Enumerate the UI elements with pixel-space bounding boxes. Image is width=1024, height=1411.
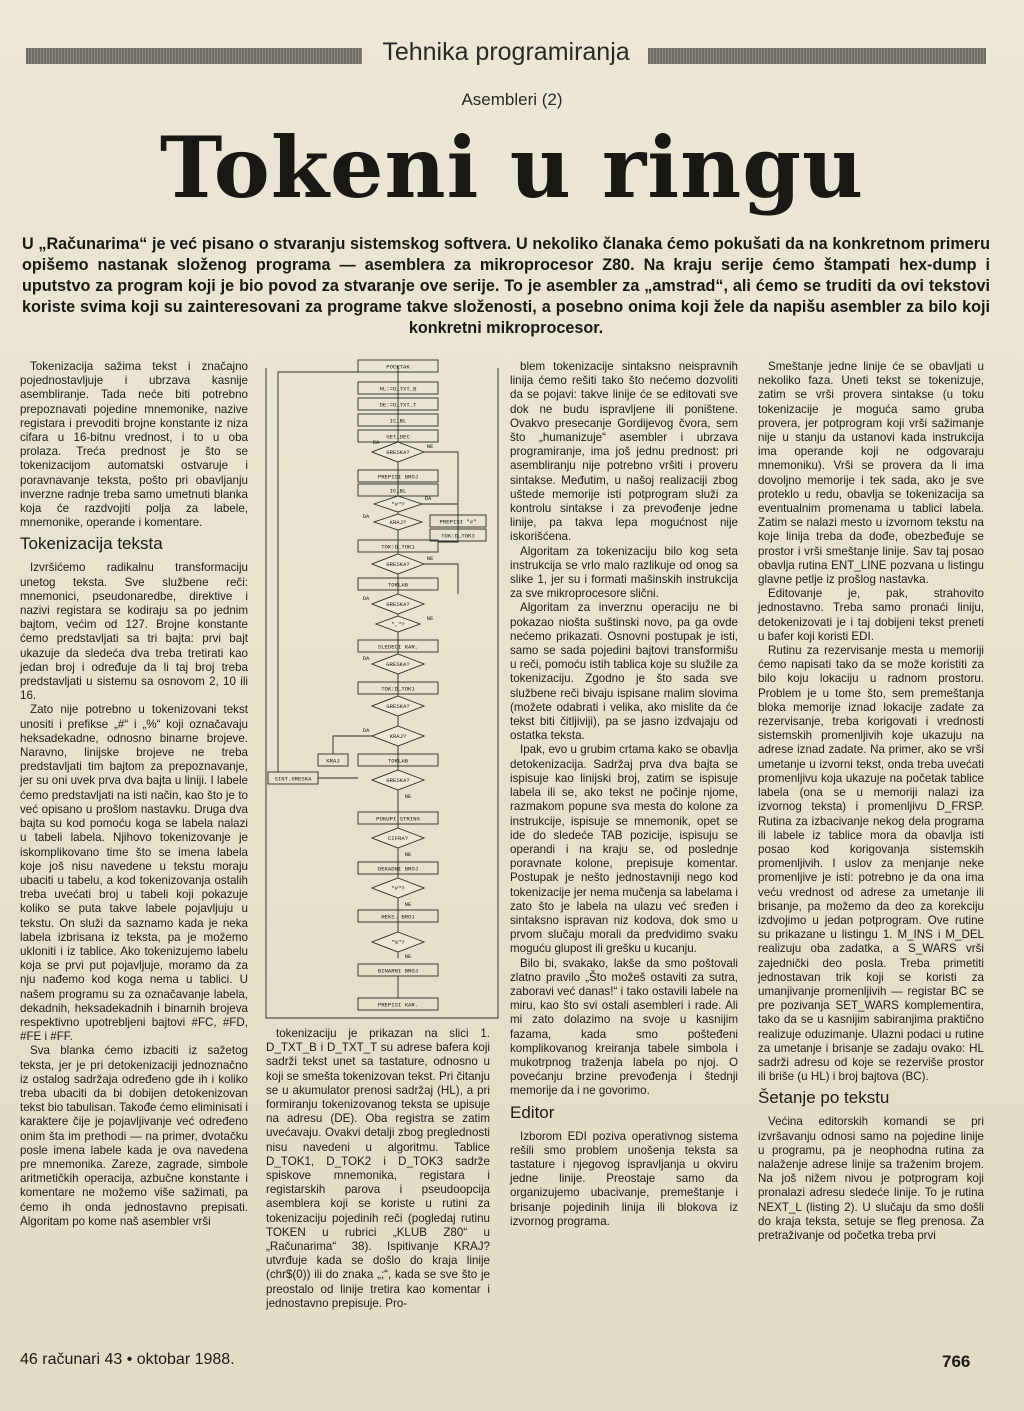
flow-branch-label: NE (404, 793, 412, 800)
flow-label: TOKLAB (387, 757, 409, 765)
flow-label: GRESKA? (386, 561, 410, 568)
paragraph: Tokenizacija sažima tekst i značajno pojednostavljuje i ubrzava kasnije asembliranje. Tada neće biti potrebno prepoznavati pojedine mnemonike, nazive registara i prevoditi brojne konstante iz niza cifara u 16-bitnu vrednost, i to u oba prolaza. Treća prednost je što se tokenizacijom automatski ostvaruje i poravnavanje teksta, pošto pri obavljanju inverzne radnje treba samo umetnuti blanka koja će razdvojiti polja za labele, mnemonike, operande i komentare. (20, 360, 248, 530)
flow-branch-label: NE (404, 901, 412, 908)
tokenization-flowchart (258, 358, 500, 1028)
header-rule-left (26, 48, 362, 64)
flow-label: SLEDECI KAR. (377, 643, 419, 651)
flow-label: GRESKA? (386, 703, 410, 710)
flow-label: HEKS. BROJ (381, 913, 415, 921)
section-title: Tehnika programiranja (382, 38, 630, 66)
paragraph: Izvršićemo radikalnu transformaciju unetog teksta. Sve službene reči: mnemonici, pseudonaredbe, direktive i nazivi registara se kodiraju sa po jednim bajtom, većim od 127. Brojne konstante ćemo predstavljati sa tri bajta: prvi bajt ukazuje da sledeća dva treba tretirati kao jedan broj i određuje da li taj broj treba predstavljati u sistemu sa osnovom 2, 10 ili 16. (20, 561, 248, 703)
flow-label: GRESKA? (386, 449, 410, 456)
paragraph: blem tokenizacije sintaksno neispravnih linija ćemo rešiti tako što nećemo dozvoliti da se pojavi: takve linije će se editovati sve dok ne budu ispravljene ili poništene. Ovakvo presecanje Gordijevog čvora, sem što „humanizuje“ asembler i ubrzava programiranje, ima još jednu prednost: pri asembliranju nije potrebno vršiti i proveru sintakse. Međutim, u našoj realizaciji zbog uštede memorije isti potprogram služi za kontrolu sintakse i za prevođenje jedne linije, pa takva lepa mogućnost nije iskorišćena. (510, 360, 738, 544)
flow-label: GRESKA? (386, 661, 410, 668)
page-footer-issue: 46 računari 43 • oktobar 1988. (20, 1351, 235, 1368)
flow-branch-label: DA (362, 655, 370, 662)
paragraph: Izborom EDI poziva operativnog sistema rešili smo problem unošenja teksta sa tastature i njegovog ispravljanja u okviru jedne linije. Preostaje samo da organizujemo ubacivanje, premeštanje i brisanje pojedinih linija ili blokova iz izvornog programa. (510, 1129, 738, 1228)
paragraph: Zato nije potrebno u tokenizovani tekst unositi i prefikse „#“ i „%“ koji označavaju heksadekadne, odnosno binarne brojeve. Naravno, linijske brojeve ne treba predstavljati tim bajtom za prepoznavanje, jer su oni uvek prva dva bajta u liniji. I labele ćemo predstavljati na isti način, kao što je to već opisano u prošlom nastavku. Druga dva bajta su kod pomoću koga se labela nalazi u tabeli labela. Njihovo tokenizovanje je iskomplikovano time što se imena labela koje još nisu navedene u tekstu moraju ubaciti u tabelu, a kod tokenizovanja ostalih treba uvećati broj u tabeli koji pokazuje koliko se puta takve labele pojavljuju u tekstu. On služi da saznamo kada je neka labela izbrisana iz teksta, pa je možemo ukloniti i iz tablice. Ako tokenizujemo labelu koja se prvi put pojavljuje, moramo da za nju nađemo kod koga nema u tablici. U našem programu su za označavanje labela, dekadnih, heksadekadnih i binarnih brojeva respektivno upotrebljeni bajtovi #FC, #FD, #FE i #FF. (20, 703, 248, 1044)
paragraph: tokenizaciju je prikazan na slici 1. D_TXT_B i D_TXT_T su adrese bafera koji sadrži tekst unet sa tastature, odnosno u koji se smešta tokenizovan tekst. Pri čitanju se u akumulator prenosi sadržaj (HL), a pri formiranju tokenizovanog teksta se upisuje na adresu (DE). Oba registra se zatim uvećavaju. Ovakvi detalji zbog preglednosti nisu navedeni u algoritmu. Tablice D_TOK1, D_TOK2 i D_TOK3 sadrže spiskove mnemonika, registara i registarskih parova i pseudoopcija asemblera koji se koriste u rutini za tokenizaciju pojedinih reči (pogledaj rutinu TOKEN u rubrici „KLUB Z80“ u „Računarima“ 38). Ispitivanje KRAJ? utvrđuje kada se došlo do kraja linije (chr$(0)) ili do znaka „;“, kada se sve što je preostalo od linije tretira kao komentar i jednostavno prepisuje. Pro- (266, 1027, 490, 1310)
flow-label: TOK:D_TOK1 (381, 543, 415, 551)
paragraph: Većina editorskih komandi se pri izvršavanju odnosi samo na pojedine linije u programu, pa je neophodna rutina za nalaženje adrese linije sa traženim brojem. Na još nižem nivou je potprogram koji pronalazi adresu sledeće linije. To je rutina NEXT_L (listing 2). U slučaju da smo došli do kraja teksta, setuje se fleg prenosa. Za pretraživanje od početka treba prvi (758, 1115, 984, 1242)
flow-label: "#"? (391, 885, 405, 892)
paragraph: Algoritam za tokenizaciju bilo kog seta instrukcija se vrlo malo razlikuje od onog sa slike 1, jer su i formati mašinskih instrukcija za sve mikroprocesore slični. (510, 544, 738, 601)
paragraph: Editovanje je, pak, strahovito jednostavno. Treba samo pronaći liniju, detokenizovati je i taj dobijeni tekst preneti u bafer koji koristi EDI. (758, 587, 984, 643)
series-subtitle: Asembleri (2) (461, 90, 563, 109)
flow-label: CIFRA? (387, 835, 409, 842)
paragraph: Smeštanje jedne linije će se obavljati u nekoliko faza. Uneti tekst se tokenizuje, zatim se vrši provera sintakse (u toku tokenizacije je moguća samo gruba provera, jer potprogram koji vrši sažimanje nije u stanju da ustanovi kada instrukcija ima operande koji ne odgovaraju mnemoniku). Vrši se provera da li ima dovoljno memorije i tek sada, ako je sve proteklo u redu, obavlja se tokenizacija sa eventualnim promenama u tablici labela. Zatim se nalazi mesto u izvornom tekstu na koje linija treba da dođe, obezbeđuje se prostor i vrši smeštanje linije. Sav taj posao obavlja rutina ENT_LINE pozvana u listingu glavne petlje iz prošlog nastavka. (758, 360, 984, 587)
flow-label: TOKLAB (387, 581, 409, 589)
flow-branch-label: DA (362, 727, 370, 734)
flow-branch-label: NE (426, 555, 434, 562)
flow-label: POCETAK (386, 363, 410, 371)
flow-label: GET_DEC (386, 433, 410, 441)
column-4 (758, 360, 984, 1350)
flow-label: BINARNI BROJ (377, 967, 419, 975)
article-headline: Tokeni u ringu (159, 118, 865, 217)
flow-label: HL:=D_TXT_B (379, 385, 417, 393)
flow-label: KRAJ? (389, 733, 407, 740)
flow-branch-label: NE (404, 851, 412, 858)
flow-label: PREPISI BROJ (377, 473, 419, 481)
flow-label: DEKADNI BROJ (377, 865, 419, 873)
flow-label: IC_BL (389, 487, 407, 495)
page-footer-number: 766 (942, 1352, 971, 1371)
flow-label: "%"? (391, 939, 405, 946)
flow-branch-label: DA (362, 595, 370, 602)
column-3 (510, 360, 738, 1350)
subheading: Tokenizacija teksta (20, 534, 163, 554)
flow-label: PREPISI "#" (439, 518, 477, 526)
paragraph: Sva blanka ćemo izbaciti iz sažetog teksta, jer je pri detokenizaciji jednoznačno iz ostalog sadržaja određeno gde ih i koliko treba ubaciti da bi dobijen detokenizovan tekst bio tabulisan. Takođe ćemo eliminisati i karaktere čije je pojavljivanje već određeno onim šta im prethodi — na primer, dvotačku posle imena labele kada je ova navedena pre mnemonika. Zareze, zagrade, simbole aritmetičkih operacija, azbučne konstante i komentare ne možemo više sažimati, pa ćemo ih onda jednostavno prepisati. Algoritam po kome naš asembler vrši (20, 1044, 248, 1228)
flow-label: POKUPI STRING (376, 815, 420, 823)
flow-branch-label: DA (424, 495, 432, 502)
flow-label: GRESKA? (386, 601, 410, 608)
article-lead: U „Računarima“ je već pisano o stvaranju sistemskog softvera. U nekoliko članaka ćemo pokušati da na konkretnom primeru opišemo nastanak složenog programa — asemblera za mikroprocesor Z80. Na kraju serije ćemo štampati hex-dump i uputstvo za program koji je bio povod za stvaranje ove serije. To je asembler za „amstrad“, ali ćemo se truditi da ovi tekstovi koriste svima koji su zainteresovani za programe takve složenosti, a posebno onima koji žele da napišu asembler za bilo koji konkretni mikroprocesor. (22, 235, 990, 337)
flow-label: TOK:D_TOK1 (381, 685, 415, 693)
flow-label: KRAJ (326, 757, 340, 765)
flow-label: PREPISI KAR. (377, 1001, 419, 1009)
column-1 (20, 360, 248, 1228)
header-rule-right (648, 48, 986, 64)
paragraph: Bilo bi, svakako, lakše da smo poštovali zlatno pravilo „Što možeš ostaviti za sutra, zaboravi već danas!“ i tako ostavili labele na miru, kao što svi ostali asembleri i rade. Ali mi zato dolazimo na svoje u kasnijim fazama, kada smo pošteđeni komplikovanog kreiranja tabele simbola i mukotrpnog traženja labela po njoj. O povećanju brzine prevođenja i štednji memorije da i ne govorimo. (510, 956, 738, 1098)
section-header (26, 38, 986, 68)
flow-branch-label: NE (404, 953, 412, 960)
flow-branch-label: NE (426, 443, 434, 450)
flow-branch-label: DA (372, 439, 380, 446)
subheading: Šetanje po tekstu (758, 1088, 890, 1108)
column-2 (266, 1027, 490, 1347)
flow-label: DE:=D_TXT_T (379, 401, 417, 409)
flow-label: TOK:D_TOK3 (441, 532, 475, 540)
paragraph: Algoritam za inverznu operaciju ne bi pokazao niošta suštinski novo, pa ga ovde nećemo prikazati. Osnovni postupak je isti, samo se sada pojedini bajtovi transformišu u reči, pomoću istih tablica koje su služile za tokenizaciju. Zgodno je što sada sve službene reči bivaju ispisane malim slovima (možete odabrati i velika, ako mislite da će tekst biti čitljiviji), pa se jasno izdvajaju od ostatka teksta. (510, 601, 738, 743)
flow-label: GRESKA? (386, 777, 410, 784)
flow-label: IC_BL (389, 417, 407, 425)
paragraph: Rutinu za rezervisanje mesta u memoriji ćemo napisati tako da se može koristiti za bilo koju lokaciju u radnom prostoru. Problem je u tome što, sem premeštanja bloka memorije iznad lokacije zadate za rezervisanje, treba korigovati i vrednosti sistemskih promenljivih koje ukazuju na adrese iznad zadate. Na primer, ako se vrši umetanje u izvorni tekst, onda treba uvećati promenljivu koja ukazuje na početak tablice labela (ona se u memoriji nalazi iza izvornog teksta) i promenljivu D_FRSP. Rutina za izbacivanje nekog dela programa ili labele iz tablice mora da obavlja isti posao kod korigovanja sistemskih promenljivih. I uslov za menjanje neke promenljive je isti: potrebno je da ona ima veću vrednost od adrese za umetanje ili brisanje, pa možemo da deo za korekciju izdvojimo u jedan potprogram. Ove rutine su prikazane u listingu 1. M_INS i M_DEL realizuju oba zadatka, a S_WARS vrši zajednički deo posla. Treba primetiti jednostavan trik koji se koristi za umanjivanje promenljivih — registar BC se pre pozivanja SET_WARS komplementira, tako da se u kasnijim sabiranjima praktično realizuje oduzimanje. Ulazni podaci u rutine za umetanje i brisanje se zadaju ovako: HL sadrži adresu od koje se rezerviše prostor ili briše (u HL) i broj bajtova (BC). (758, 644, 984, 1084)
flow-label: KRAJ? (389, 519, 407, 526)
flow-label: SINT.GRESKA (274, 775, 312, 783)
flowchart-labels (275, 364, 477, 1009)
flow-branch-label: DA (362, 513, 370, 520)
subheading: Editor (510, 1102, 555, 1122)
flow-label: ","? (391, 621, 405, 628)
flow-label: "#"? (391, 501, 405, 508)
flow-branch-label: NE (426, 615, 434, 622)
paragraph: Ipak, evo u grubim crtama kako se obavlja detokenizacija. Sadržaj prva dva bajta se ispisuje kao linijski broj, zatim se ispisuje labela ili se, ako tekst ne počinje njome, razmakom popune sva mesta do kolone za instrukcije, ispisuje se mnemonik, opet se ide do sledeće TAB pozicije, ispisuju se operandi i na kraju se, od poslednje poravnate kolone, prepisuje komentar. Postupak je nešto jednostavniji nego kod tokenizacije jer nema mučenja sa labelama i zato što je labela na ulazu već sređen i sintaksno ispravan niz kodova, dok smo u prvom slučaju morali da predvidimo svaku moguću glupost ili grešku u kucanju. (510, 743, 738, 956)
